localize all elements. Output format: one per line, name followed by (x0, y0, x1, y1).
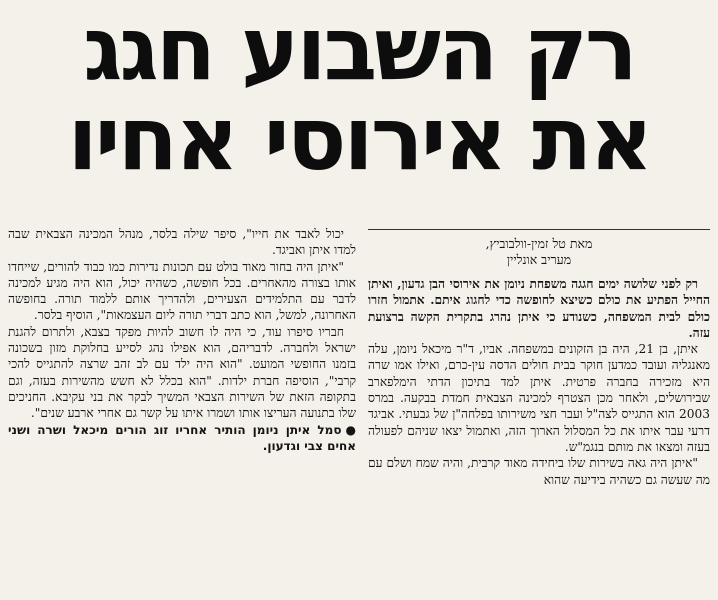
byline-author: מאת טל זמין-וולבוביץ, (485, 236, 593, 251)
article-column-left (8, 226, 356, 454)
lead-paragraph: רק לפני שלושה ימים חגגה משפחת ניומן את אירוסי הבן גדעון, ואיתן החייל הפתיע את כולם כשיצא לחופשה כדי לחגוג איתם. אתמול חזרו כולם לבית המשפחה, כשנודע כי איתן נהרג בתקרית הקשה ברצועת עזה. (368, 277, 710, 340)
headline (0, 0, 718, 192)
photo-caption (8, 422, 356, 454)
article-column-right (368, 276, 710, 488)
photo-caption-text: סמל איתן ניומן הותיר אחריו זוג הורים מיכאל ושרה ושני אחים צבי וגדעון. (8, 422, 356, 453)
body-paragraph: איתן, בן 21, היה בן הזקונים במשפחה. אביו, ד"ר מיכאל ניומן, עלה מאנגליה ועובד כמדען חוקר בבית חולים הדסה עין-כרם, ואילו אמו שרה היא מזכירה בחברה פרטית. איתן למד בתיכון הדתי הימלפארב שבירושלים, ולאחר מכן הצטרף למכינה הצבאית חמדת בבקעה. במרס 2003 הוא התגייס לצה"ל ועבר חצי משירותו בפלחה"ן של גבעתי. אביגד דרעי עבר איתו את כל המסלול הארוך הזה, ואתמול יצאו שניהם לפעולה בעזה ומצאו את מותם בנגמ"ש. (368, 342, 710, 454)
headline-line-2: את אירוסי אחיו (67, 87, 651, 190)
bullet-icon: ● (345, 422, 356, 437)
body-paragraph: חבריו סיפרו עוד, כי היה לו חשוב להיות מפקד בצבא, ולתרום להגנת ישראל ולחברה. לדבריהם, הוא אפילו נהג לסייע בחלוקת מזון בשכונה בזמנו החופשי המועט. "הוא היה ילד עם לב זהב שרצה להתגייס להכי קרבי", הוסיפה חברת ילדות. "הוא בכלל לא חשש מהשירות בעזה, וגם בתקופה הזאת של השירות הצבאי המשיך לבקר את בני עקיבא. החניכים שלו בתנועה העריצו אותו ושמרו איתו על קשר גם אחרי ארבע שנים". (8, 324, 356, 421)
headline-line-1: רק השבוע חגג (83, 0, 635, 100)
body-paragraph: יכול לאבד את חייו", סיפר שילה בלסר, מנהל המכינה הצבאית שבה למדו איתן ואביגד. (8, 227, 356, 258)
byline-outlet: מעריב אונליין (506, 252, 572, 267)
byline-divider (368, 229, 710, 230)
byline (368, 236, 710, 268)
body-paragraph: "איתן היה גאה בשירות שלו ביחידה מאוד קרבית, והיה שמח ושלם עם מה שעשה גם כשהיה בידיעה שהוא (368, 456, 710, 487)
body-paragraph: "איתן היה בחור מאוד בולט עם תכונות נדירות כמו כבוד להורים, שייחדו אותו בצורה מהאחרים. בכל חופשה, כשהיה יכול, הוא היה מגיע למכינה לדבר עם התלמידים הצעירים, ולהדריך אותם ללמוד תורה. בחופשה האחרונה, למשל, הוא כתב דברי תורה ליום העצמאות", הוסיף בלסר. (8, 259, 356, 323)
